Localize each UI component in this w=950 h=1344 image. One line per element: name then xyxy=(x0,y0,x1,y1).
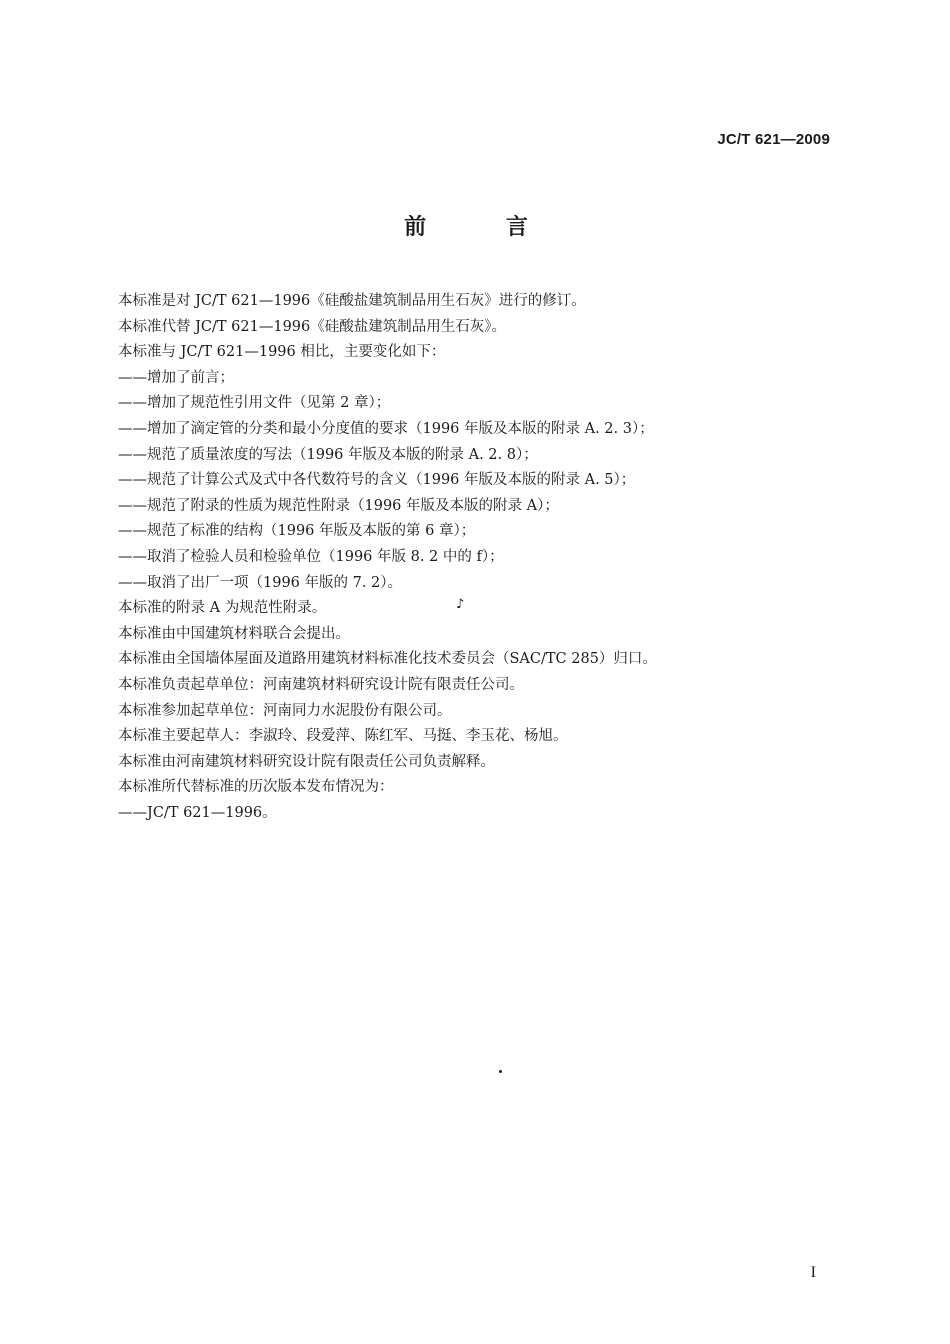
change-item: ——增加了滴定管的分类和最小分度值的要求（1996 年版及本版的附录 A. 2. 3）； xyxy=(118,420,654,437)
foreword-line: 本标准主要起草人：李淑玲、段爱萍、陈红军、马挺、李玉花、杨旭。 xyxy=(118,728,568,745)
foreword-line: 本标准与 JC/T 621—1996 相比，主要变化如下： xyxy=(118,344,446,361)
change-item: ——取消了出厂一项（1996 年版的 7. 2）。 xyxy=(118,574,403,591)
foreword-line: 本标准由全国墙体屋面及道路用建筑材料标准化技术委员会（SAC/TC 285）归口。 xyxy=(118,651,657,668)
change-item: ——JC/T 621—1996。 xyxy=(118,804,277,821)
change-item: ——增加了规范性引用文件（见第 2 章）； xyxy=(118,395,391,412)
change-item: ——增加了前言； xyxy=(118,369,234,386)
foreword-line: 本标准的附录 A 为规范性附录。 xyxy=(118,600,327,617)
foreword-line: 本标准由河南建筑材料研究设计院有限责任公司负责解释。 xyxy=(118,753,495,770)
scan-speck xyxy=(499,1070,502,1073)
scan-speck: ♪ xyxy=(456,597,465,612)
foreword-body xyxy=(118,289,838,826)
foreword-line: 本标准所代替标准的历次版本发布情况为： xyxy=(118,779,394,796)
change-item: ——规范了计算公式及式中各代数符号的含义（1996 年版及本版的附录 A. 5）； xyxy=(118,472,636,489)
foreword-line: 本标准负责起草单位：河南建筑材料研究设计院有限责任公司。 xyxy=(118,676,524,693)
foreword-line: 本标准参加起草单位：河南同力水泥股份有限公司。 xyxy=(118,702,452,719)
page-number: I xyxy=(810,1264,816,1281)
change-item: ——规范了标准的结构（1996 年版及本版的第 6 章）； xyxy=(118,523,476,540)
standard-code: JC/T 621—2009 xyxy=(717,131,830,148)
change-item: ——取消了检验人员和检验单位（1996 年版 8. 2 中的 f）； xyxy=(118,548,504,565)
page-title: 前 言 xyxy=(404,215,564,240)
foreword-line: 本标准是对 JC/T 621—1996《硅酸盐建筑制品用生石灰》进行的修订。 xyxy=(118,293,586,309)
foreword-line: 本标准代替 JC/T 621—1996《硅酸盐建筑制品用生石灰》。 xyxy=(118,318,507,335)
change-item: ——规范了质量浓度的写法（1996 年版及本版的附录 A. 2. 8）； xyxy=(118,446,538,463)
foreword-line: 本标准由中国建筑材料联合会提出。 xyxy=(118,625,350,642)
change-item: ——规范了附录的性质为规范性附录（1996 年版及本版的附录 A）； xyxy=(118,497,559,514)
